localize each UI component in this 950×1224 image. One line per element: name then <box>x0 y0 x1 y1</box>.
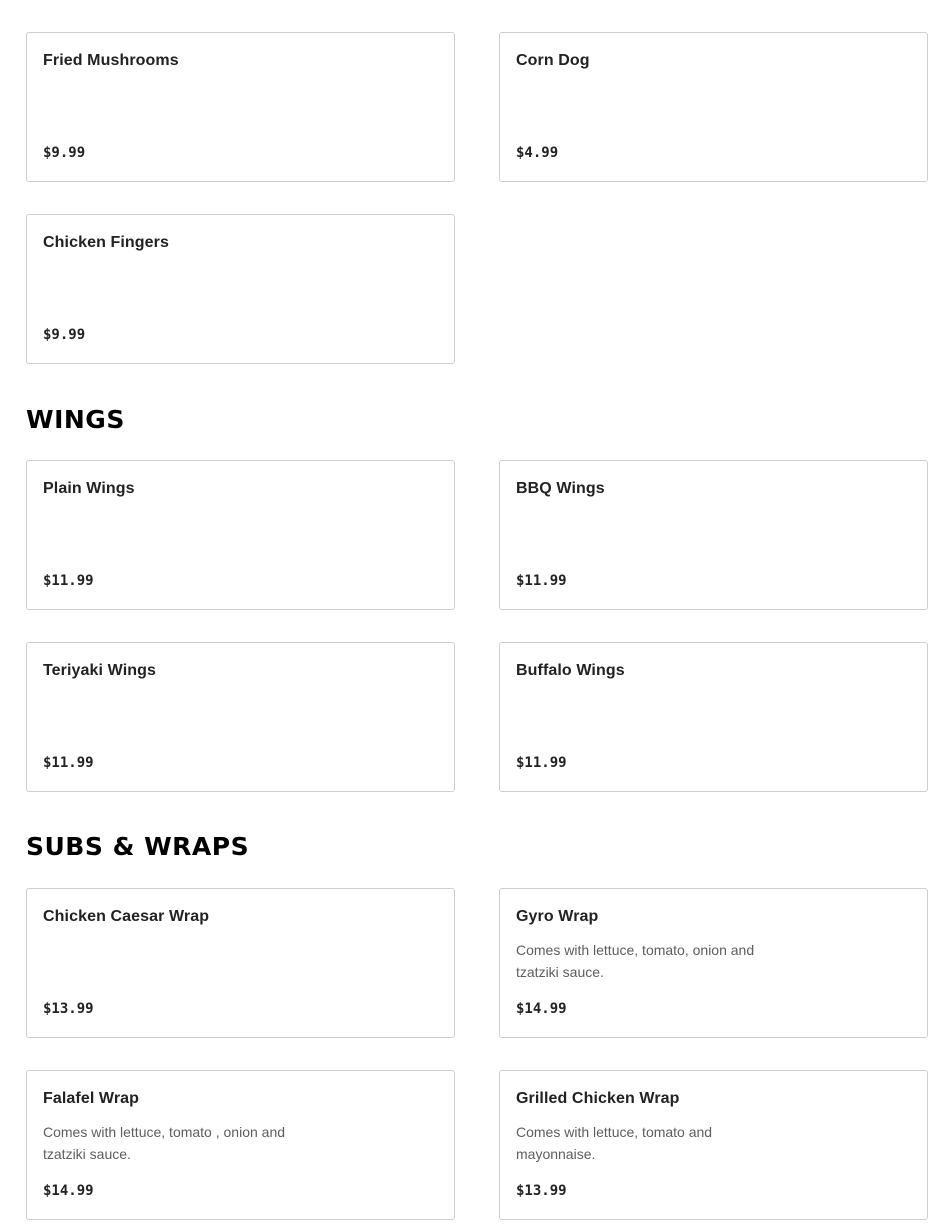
menu-item-card[interactable] <box>26 32 455 182</box>
menu-item-name: Grilled Chicken Wrap <box>516 1090 680 1107</box>
menu-item-price: $13.99 <box>43 1001 94 1017</box>
menu-item-name: Plain Wings <box>43 480 135 497</box>
menu-item-price: $11.99 <box>43 573 94 589</box>
menu-item-description: Comes with lettuce, tomato , onion and tzatziki sauce. <box>43 1124 286 1162</box>
menu-item-card[interactable] <box>499 888 928 1038</box>
menu-item-card[interactable] <box>26 1070 455 1220</box>
menu-item-name: Chicken Fingers <box>43 234 169 251</box>
menu-item-card[interactable] <box>499 1070 928 1220</box>
menu-item-price: $11.99 <box>43 755 94 771</box>
menu-item-name: Buffalo Wings <box>516 662 625 679</box>
menu-item-price: $14.99 <box>516 1001 567 1017</box>
menu-item-name: Chicken Caesar Wrap <box>43 908 210 925</box>
menu-item-name: Falafel Wrap <box>43 1090 140 1107</box>
menu-item-name: Teriyaki Wings <box>43 662 156 679</box>
menu-item-price: $11.99 <box>516 755 567 771</box>
menu-item-price: $9.99 <box>43 145 86 161</box>
menu-item-card[interactable] <box>499 642 928 792</box>
menu-item-price: $14.99 <box>43 1183 94 1199</box>
menu-item-description: Comes with lettuce, tomato, onion and tzatziki sauce. <box>516 942 755 980</box>
section-title-wings: WINGS <box>26 405 125 434</box>
menu-item-description: Comes with lettuce, tomato and mayonnaise. <box>516 1124 713 1162</box>
menu-item-name: Fried Mushrooms <box>43 52 179 69</box>
menu-item-card[interactable] <box>499 460 928 610</box>
menu-item-card[interactable] <box>26 460 455 610</box>
menu-item-name: Corn Dog <box>516 52 590 69</box>
menu-item-card[interactable] <box>499 32 928 182</box>
section-title-subs-wraps: SUBS & WRAPS <box>26 832 250 861</box>
menu-item-name: Gyro Wrap <box>516 908 599 925</box>
menu-item-card[interactable] <box>26 888 455 1038</box>
menu-item-card[interactable] <box>26 214 455 364</box>
menu-item-card[interactable] <box>26 642 455 792</box>
menu-item-price: $9.99 <box>43 327 86 343</box>
menu-item-price: $11.99 <box>516 573 567 589</box>
menu-item-price: $4.99 <box>516 145 559 161</box>
menu-item-price: $13.99 <box>516 1183 567 1199</box>
menu-item-name: BBQ Wings <box>516 480 605 497</box>
